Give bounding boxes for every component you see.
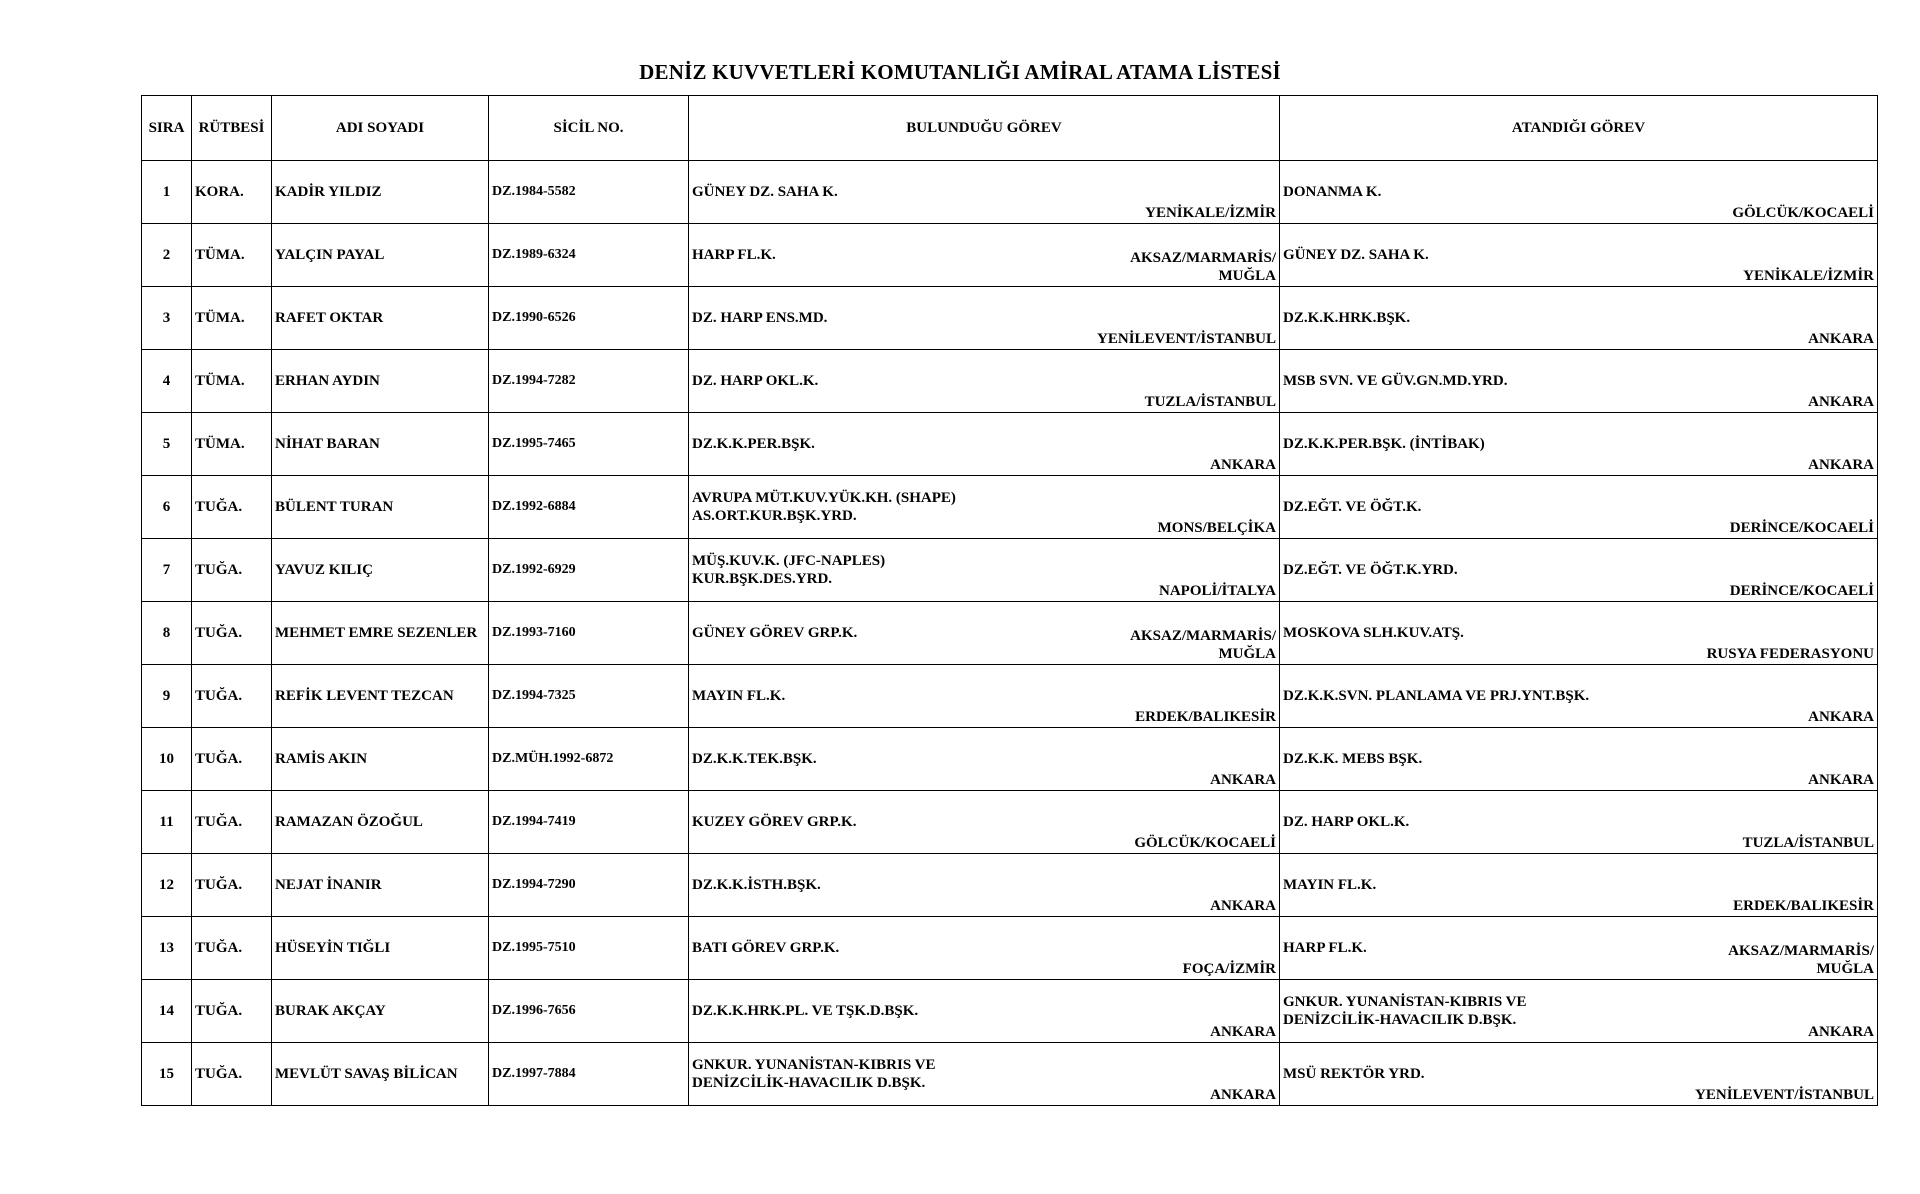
cell-atandigi-gorev xyxy=(1280,854,1878,917)
column-header-rutbe: RÜTBESİ xyxy=(192,96,272,161)
column-header-bulundugu-gorev: BULUNDUĞU GÖREV xyxy=(689,96,1280,161)
cell-adi-soyadi: BÜLENT TURAN xyxy=(272,476,489,539)
cell-sira: 15 xyxy=(142,1043,192,1106)
cell-adi-soyadi: HÜSEYİN TIĞLI xyxy=(272,917,489,980)
current-duty-location: ANKARA xyxy=(1210,772,1276,788)
cell-bulundugu-gorev xyxy=(689,1043,1280,1106)
appointment-table xyxy=(141,95,1878,1106)
assigned-duty-location: TUZLA/İSTANBUL xyxy=(1742,835,1874,851)
cell-atandigi-gorev xyxy=(1280,476,1878,539)
cell-atandigi-gorev xyxy=(1280,539,1878,602)
current-duty-unit: GNKUR. YUNANİSTAN-KIBRIS VE DENİZCİLİK-HAVACILIK D.BŞK. xyxy=(692,1057,936,1091)
column-header-adi-soyadi: ADI SOYADI xyxy=(272,96,489,161)
cell-sicil: DZ.1990-6526 xyxy=(489,287,689,350)
current-duty-unit: DZ.K.K.TEK.BŞK. xyxy=(692,751,817,767)
cell-rutbe: TUĞA. xyxy=(192,728,272,791)
cell-sicil: DZ.MÜH.1992-6872 xyxy=(489,728,689,791)
cell-rutbe: TÜMA. xyxy=(192,413,272,476)
cell-sira: 2 xyxy=(142,224,192,287)
cell-sicil: DZ.1994-7325 xyxy=(489,665,689,728)
cell-bulundugu-gorev xyxy=(689,602,1280,665)
cell-rutbe: TÜMA. xyxy=(192,287,272,350)
current-duty-location: MONS/BELÇİKA xyxy=(1157,520,1276,536)
current-duty-location: AKSAZ/MARMARİS/ MUĞLA xyxy=(1130,628,1276,662)
cell-atandigi-gorev xyxy=(1280,665,1878,728)
cell-sira: 1 xyxy=(142,161,192,224)
assigned-duty-location: ANKARA xyxy=(1808,709,1874,725)
current-duty-unit: DZ.K.K.PER.BŞK. xyxy=(692,436,815,452)
assigned-duty-unit: MOSKOVA SLH.KUV.ATŞ. xyxy=(1283,625,1464,641)
assigned-duty-unit: GNKUR. YUNANİSTAN-KIBRIS VE DENİZCİLİK-HAVACILIK D.BŞK. xyxy=(1283,994,1527,1028)
cell-rutbe: TUĞA. xyxy=(192,1043,272,1106)
assigned-duty-unit: DONANMA K. xyxy=(1283,184,1382,200)
cell-atandigi-gorev xyxy=(1280,287,1878,350)
current-duty-unit: HARP FL.K. xyxy=(692,247,776,263)
table-row xyxy=(142,413,1878,476)
table-row xyxy=(142,854,1878,917)
cell-atandigi-gorev xyxy=(1280,161,1878,224)
assigned-duty-location: GÖLCÜK/KOCAELİ xyxy=(1732,205,1874,221)
assigned-duty-location: ANKARA xyxy=(1808,457,1874,473)
cell-bulundugu-gorev xyxy=(689,287,1280,350)
table-row xyxy=(142,665,1878,728)
cell-sicil: DZ.1995-7510 xyxy=(489,917,689,980)
header-row xyxy=(142,96,1878,161)
cell-rutbe: TUĞA. xyxy=(192,476,272,539)
cell-rutbe: KORA. xyxy=(192,161,272,224)
table-header xyxy=(142,96,1878,161)
cell-sira: 4 xyxy=(142,350,192,413)
cell-sira: 6 xyxy=(142,476,192,539)
current-duty-unit: BATI GÖREV GRP.K. xyxy=(692,940,840,956)
cell-sicil: DZ.1992-6884 xyxy=(489,476,689,539)
column-header-sicil: SİCİL NO. xyxy=(489,96,689,161)
current-duty-location: FOÇA/İZMİR xyxy=(1182,961,1276,977)
cell-bulundugu-gorev xyxy=(689,980,1280,1043)
cell-sicil: DZ.1997-7884 xyxy=(489,1043,689,1106)
table-row xyxy=(142,476,1878,539)
cell-sira: 12 xyxy=(142,854,192,917)
current-duty-unit: DZ. HARP ENS.MD. xyxy=(692,310,828,326)
cell-bulundugu-gorev xyxy=(689,791,1280,854)
assigned-duty-location: ANKARA xyxy=(1808,331,1874,347)
cell-sicil: DZ.1984-5582 xyxy=(489,161,689,224)
cell-sira: 11 xyxy=(142,791,192,854)
cell-adi-soyadi: BURAK AKÇAY xyxy=(272,980,489,1043)
assigned-duty-unit: DZ.K.K.HRK.BŞK. xyxy=(1283,310,1411,326)
cell-bulundugu-gorev xyxy=(689,917,1280,980)
cell-sira: 5 xyxy=(142,413,192,476)
current-duty-unit: DZ. HARP OKL.K. xyxy=(692,373,819,389)
assigned-duty-unit: DZ.EĞT. VE ÖĞT.K. xyxy=(1283,499,1422,515)
cell-adi-soyadi: YALÇIN PAYAL xyxy=(272,224,489,287)
cell-rutbe: TÜMA. xyxy=(192,224,272,287)
cell-atandigi-gorev xyxy=(1280,224,1878,287)
cell-adi-soyadi: NEJAT İNANIR xyxy=(272,854,489,917)
cell-rutbe: TUĞA. xyxy=(192,917,272,980)
cell-sira: 3 xyxy=(142,287,192,350)
table-row xyxy=(142,791,1878,854)
cell-adi-soyadi: RAMAZAN ÖZOĞUL xyxy=(272,791,489,854)
assigned-duty-location: ANKARA xyxy=(1808,772,1874,788)
cell-adi-soyadi: KADİR YILDIZ xyxy=(272,161,489,224)
cell-sira: 14 xyxy=(142,980,192,1043)
current-duty-location: YENİLEVENT/İSTANBUL xyxy=(1097,331,1276,347)
current-duty-unit: KUZEY GÖREV GRP.K. xyxy=(692,814,857,830)
current-duty-location: GÖLCÜK/KOCAELİ xyxy=(1134,835,1276,851)
current-duty-location: YENİKALE/İZMİR xyxy=(1145,205,1276,221)
table-row xyxy=(142,350,1878,413)
table-row xyxy=(142,539,1878,602)
cell-bulundugu-gorev xyxy=(689,539,1280,602)
current-duty-unit: GÜNEY DZ. SAHA K. xyxy=(692,184,838,200)
current-duty-unit: DZ.K.K.İSTH.BŞK. xyxy=(692,877,821,893)
cell-bulundugu-gorev xyxy=(689,350,1280,413)
current-duty-unit: DZ.K.K.HRK.PL. VE TŞK.D.BŞK. xyxy=(692,1003,919,1019)
assigned-duty-unit: HARP FL.K. xyxy=(1283,940,1367,956)
cell-sicil: DZ.1994-7419 xyxy=(489,791,689,854)
cell-atandigi-gorev xyxy=(1280,728,1878,791)
current-duty-location: AKSAZ/MARMARİS/ MUĞLA xyxy=(1130,250,1276,284)
table-body xyxy=(142,161,1878,1106)
current-duty-location: TUZLA/İSTANBUL xyxy=(1144,394,1276,410)
cell-atandigi-gorev xyxy=(1280,1043,1878,1106)
assigned-duty-location: YENİLEVENT/İSTANBUL xyxy=(1695,1087,1874,1103)
cell-bulundugu-gorev xyxy=(689,728,1280,791)
document-title: DENİZ KUVVETLERİ KOMUTANLIĞI AMİRAL ATAMA LİSTESİ xyxy=(639,60,1281,84)
assigned-duty-unit: DZ.EĞT. VE ÖĞT.K.YRD. xyxy=(1283,562,1458,578)
cell-rutbe: TUĞA. xyxy=(192,791,272,854)
assigned-duty-location: YENİKALE/İZMİR xyxy=(1743,268,1874,284)
cell-sira: 13 xyxy=(142,917,192,980)
cell-rutbe: TÜMA. xyxy=(192,350,272,413)
cell-atandigi-gorev xyxy=(1280,413,1878,476)
cell-sicil: DZ.1994-7290 xyxy=(489,854,689,917)
table-row xyxy=(142,917,1878,980)
cell-atandigi-gorev xyxy=(1280,602,1878,665)
cell-rutbe: TUĞA. xyxy=(192,980,272,1043)
cell-sira: 9 xyxy=(142,665,192,728)
cell-sicil: DZ.1993-7160 xyxy=(489,602,689,665)
cell-sira: 10 xyxy=(142,728,192,791)
cell-bulundugu-gorev xyxy=(689,476,1280,539)
cell-adi-soyadi: ERHAN AYDIN xyxy=(272,350,489,413)
assigned-duty-unit: DZ. HARP OKL.K. xyxy=(1283,814,1410,830)
assigned-duty-location: ANKARA xyxy=(1808,394,1874,410)
assigned-duty-location: AKSAZ/MARMARİS/ MUĞLA xyxy=(1728,943,1874,977)
cell-atandigi-gorev xyxy=(1280,980,1878,1043)
cell-adi-soyadi: MEVLÜT SAVAŞ BİLİCAN xyxy=(272,1043,489,1106)
cell-rutbe: TUĞA. xyxy=(192,602,272,665)
current-duty-location: NAPOLİ/İTALYA xyxy=(1159,583,1276,599)
cell-adi-soyadi: RAFET OKTAR xyxy=(272,287,489,350)
current-duty-unit: GÜNEY GÖREV GRP.K. xyxy=(692,625,858,641)
table-row xyxy=(142,728,1878,791)
current-duty-location: ANKARA xyxy=(1210,457,1276,473)
current-duty-location: ERDEK/BALIKESİR xyxy=(1135,709,1276,725)
column-header-sira: SIRA xyxy=(142,96,192,161)
table-row xyxy=(142,287,1878,350)
cell-bulundugu-gorev xyxy=(689,854,1280,917)
cell-sicil: DZ.1989-6324 xyxy=(489,224,689,287)
cell-rutbe: TUĞA. xyxy=(192,665,272,728)
cell-atandigi-gorev xyxy=(1280,350,1878,413)
cell-bulundugu-gorev xyxy=(689,224,1280,287)
assigned-duty-unit: MSÜ REKTÖR YRD. xyxy=(1283,1066,1425,1082)
assigned-duty-location: DERİNCE/KOCAELİ xyxy=(1729,583,1874,599)
cell-sira: 7 xyxy=(142,539,192,602)
cell-bulundugu-gorev xyxy=(689,161,1280,224)
assigned-duty-unit: MAYIN FL.K. xyxy=(1283,877,1377,893)
assigned-duty-unit: DZ.K.K. MEBS BŞK. xyxy=(1283,751,1423,767)
cell-bulundugu-gorev xyxy=(689,665,1280,728)
cell-sira: 8 xyxy=(142,602,192,665)
cell-sicil: DZ.1996-7656 xyxy=(489,980,689,1043)
current-duty-unit: AVRUPA MÜT.KUV.YÜK.KH. (SHAPE) AS.ORT.KUR.BŞK.YRD. xyxy=(692,490,956,524)
assigned-duty-location: ANKARA xyxy=(1808,1024,1874,1040)
table-row xyxy=(142,1043,1878,1106)
current-duty-unit: MÜŞ.KUV.K. (JFC-NAPLES) KUR.BŞK.DES.YRD. xyxy=(692,553,886,587)
table-row xyxy=(142,980,1878,1043)
table-row xyxy=(142,224,1878,287)
cell-bulundugu-gorev xyxy=(689,413,1280,476)
cell-adi-soyadi: YAVUZ KILIÇ xyxy=(272,539,489,602)
current-duty-location: ANKARA xyxy=(1210,898,1276,914)
cell-sicil: DZ.1995-7465 xyxy=(489,413,689,476)
cell-adi-soyadi: RAMİS AKIN xyxy=(272,728,489,791)
assigned-duty-location: DERİNCE/KOCAELİ xyxy=(1729,520,1874,536)
cell-rutbe: TUĞA. xyxy=(192,539,272,602)
cell-adi-soyadi: NİHAT BARAN xyxy=(272,413,489,476)
cell-adi-soyadi: MEHMET EMRE SEZENLER xyxy=(272,602,489,665)
cell-sicil: DZ.1994-7282 xyxy=(489,350,689,413)
assigned-duty-unit: GÜNEY DZ. SAHA K. xyxy=(1283,247,1429,263)
assigned-duty-unit: MSB SVN. VE GÜV.GN.MD.YRD. xyxy=(1283,373,1508,389)
cell-atandigi-gorev xyxy=(1280,917,1878,980)
cell-adi-soyadi: REFİK LEVENT TEZCAN xyxy=(272,665,489,728)
cell-rutbe: TUĞA. xyxy=(192,854,272,917)
assigned-duty-location: RUSYA FEDERASYONU xyxy=(1706,646,1874,662)
current-duty-location: ANKARA xyxy=(1210,1087,1276,1103)
column-header-atandigi-gorev: ATANDIĞI GÖREV xyxy=(1280,96,1878,161)
cell-sicil: DZ.1992-6929 xyxy=(489,539,689,602)
table-row xyxy=(142,161,1878,224)
cell-atandigi-gorev xyxy=(1280,791,1878,854)
assigned-duty-unit: DZ.K.K.PER.BŞK. (İNTİBAK) xyxy=(1283,436,1485,452)
assigned-duty-unit: DZ.K.K.SVN. PLANLAMA VE PRJ.YNT.BŞK. xyxy=(1283,688,1590,704)
assigned-duty-location: ERDEK/BALIKESİR xyxy=(1733,898,1874,914)
current-duty-location: ANKARA xyxy=(1210,1024,1276,1040)
table-row xyxy=(142,602,1878,665)
current-duty-unit: MAYIN FL.K. xyxy=(692,688,786,704)
